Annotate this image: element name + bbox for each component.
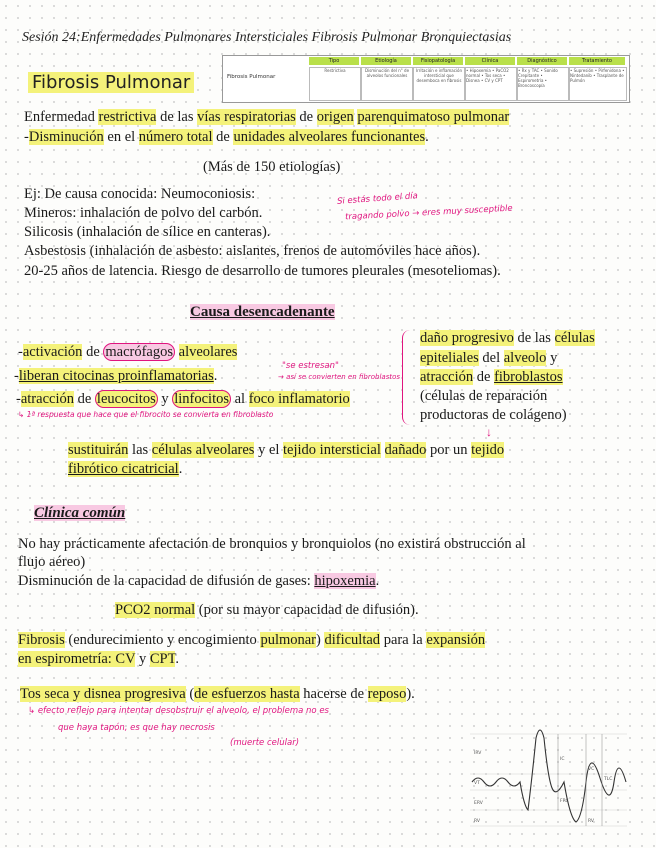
spirogram-label: VT	[474, 781, 480, 786]
text: en el	[103, 129, 139, 145]
table-header: Diagnóstico	[517, 57, 567, 65]
table-header: Clínica	[465, 57, 515, 65]
table-cell: • Rx y TAC • Sonido Crepitante • Espirometría • Broncoscopía	[517, 67, 569, 101]
table-cell: • Hipoxemia • PaCO2 normal • Tos seca • Disnea • CV y CPT	[465, 67, 517, 101]
table-cell: Restrictiva	[309, 67, 361, 101]
highlight: alveolares	[178, 344, 238, 360]
table-cell: Disminución del n° de alveolos funcionales	[361, 67, 413, 101]
session-title: Sesión 24:Enfermedades Pulmonares Intersticiales Fibrosis Pulmonar Bronquiectasias	[22, 30, 512, 45]
highlight: liberan citocinas proinflamatorias	[18, 368, 214, 384]
example-line: Silicosis (inhalación de sílice en canteras).	[24, 224, 271, 240]
text: de	[295, 109, 317, 125]
intro-line-1	[24, 108, 509, 126]
highlight: dañado	[384, 442, 427, 458]
text: de	[473, 369, 495, 385]
example-line: 20-25 años de latencia. Riesgo de desarrollo de tumores pleurales (mesoteliomas).	[24, 263, 501, 279]
page-title-text: Fibrosis Pulmonar	[28, 72, 194, 93]
handwritten-note	[58, 723, 215, 733]
highlight: expansión	[426, 632, 486, 648]
highlight: alveolo	[503, 350, 547, 366]
handwritten-note: ↳ efecto reflejo para intentar desobstruir el alveolo, el problema no es	[28, 706, 329, 716]
clinica-line	[18, 650, 179, 668]
table-header: Etiología	[361, 57, 411, 65]
text: de las	[513, 330, 555, 346]
highlight: sustituirán	[68, 442, 129, 458]
highlight: unidades alveolares funcionantes	[233, 129, 426, 145]
highlight: Disminución	[28, 129, 104, 145]
causa-line-2	[14, 367, 217, 385]
highlight: origen	[316, 109, 354, 125]
table-header: Tipo	[309, 57, 359, 65]
spirogram-label: RV	[588, 819, 594, 824]
clinica-line: No hay prácticamente afectación de bronquios y bronquiolos (no existirá obstrucción al	[18, 536, 526, 552]
page-title	[28, 72, 194, 93]
text: (endurecimiento y encogimiento	[64, 632, 261, 648]
causa-line-3	[16, 390, 350, 408]
causa-right-3	[420, 368, 563, 386]
text: para la	[380, 632, 427, 648]
handwritten-note-text: que haya tapón, es que hay necrosis	[58, 723, 215, 733]
causa-line-1	[18, 343, 237, 361]
highlight: fibrótico cicatricial	[68, 461, 179, 477]
table-row-label: Fibrosis Pulmonar	[227, 74, 276, 80]
text: del	[478, 350, 504, 366]
text: y	[157, 391, 173, 407]
text: .	[213, 368, 218, 384]
clinica-line	[115, 601, 419, 619]
highlight: activación	[22, 344, 83, 360]
text: -	[18, 344, 23, 360]
circled-word: macrófagos	[105, 344, 174, 360]
text: por un	[426, 442, 472, 458]
highlight: pulmonar	[260, 632, 317, 648]
highlight: células alveolares	[151, 442, 255, 458]
causa-right-4: (células de reparación	[420, 388, 548, 404]
highlight: dificultad	[324, 632, 381, 648]
causa-right-5: productoras de colágeno)	[420, 407, 567, 423]
causa-right-2	[420, 349, 557, 367]
spirogram-label: RV	[474, 819, 480, 824]
causa-right-1	[420, 329, 595, 347]
handwritten-note: "se estresan"	[282, 361, 339, 371]
causa-result-1	[68, 441, 504, 459]
text: las	[128, 442, 152, 458]
highlight: tejido intersticial	[283, 442, 381, 458]
clinica-line	[20, 685, 415, 703]
spirogram-label: FRC	[560, 799, 569, 804]
highlight: atracción	[20, 391, 74, 407]
highlight: atracción	[420, 369, 474, 385]
down-arrow-icon: ↓	[486, 425, 492, 439]
handwritten-note: ↳ 1ª respuesta que hace que el fibrocito se convierta en fibroblasto	[18, 410, 274, 419]
highlight: Fibrosis	[18, 632, 65, 648]
highlight: número total	[138, 129, 213, 145]
text: Enfermedad	[24, 109, 99, 125]
text: Disminución de la capacidad de difusión de gases:	[18, 573, 315, 589]
text: al	[231, 391, 249, 407]
text: de	[82, 344, 104, 360]
text: de las	[156, 109, 198, 125]
text: y	[546, 350, 558, 366]
text: y el	[254, 442, 284, 458]
highlight: foco inflamatorio	[248, 391, 350, 407]
highlight: restrictiva	[98, 109, 157, 125]
highlight: hipoxemia	[314, 573, 376, 589]
text: .	[425, 129, 429, 145]
summary-table	[222, 55, 630, 103]
handwritten-note: → así se convierten en fibroblastos	[278, 373, 401, 381]
handwritten-note: (muerte celular)	[230, 738, 300, 748]
text: .	[375, 573, 380, 589]
highlight: PCO2 normal	[115, 602, 196, 618]
text: -	[16, 391, 21, 407]
highlight: epiteliales	[420, 350, 479, 366]
causa-result-2	[68, 460, 182, 478]
clinica-line	[18, 572, 379, 590]
spirogram-label: TLC	[604, 777, 613, 782]
text: )	[316, 632, 325, 648]
spirogram-label: VC	[588, 767, 595, 772]
text: ).	[406, 686, 415, 702]
spirogram-label: IRV	[474, 751, 482, 756]
highlight: CPT	[149, 651, 176, 667]
clinica-line	[18, 631, 485, 649]
highlight: tejido	[471, 442, 505, 458]
handwritten-note: tragando polvo → eres muy susceptible	[344, 203, 513, 223]
spirogram-label: IC	[560, 757, 565, 762]
spirogram-label: ERV	[474, 801, 483, 806]
example-line: Mineros: inhalación de polvo del carbón.	[24, 205, 263, 221]
text: .	[175, 651, 179, 667]
highlight: vías respiratorias	[197, 109, 296, 125]
text: (	[185, 686, 195, 702]
highlight: Tos seca y disnea progresiva	[20, 686, 186, 702]
clinica-line: flujo aéreo)	[18, 554, 86, 570]
circled-word: leucocitos	[96, 391, 156, 407]
spirogram-diagram	[462, 718, 632, 833]
text: (por su mayor capacidad de difusión).	[195, 602, 419, 618]
table-header: Fisiopatología	[413, 57, 463, 65]
section-title-causa	[190, 304, 335, 321]
highlight: fibroblastos	[494, 369, 563, 385]
handwritten-note: Si estás todo el día	[336, 191, 419, 207]
highlight: células	[554, 330, 595, 346]
highlight: de esfuerzos hasta	[194, 686, 300, 702]
table-cell: • Supresión • Pirfenidona • Nintedanib • Trasplante de Pulmón	[569, 67, 627, 101]
text: -	[24, 129, 29, 145]
section-title-clinica	[34, 505, 125, 522]
highlight: parenquimatoso pulmonar	[357, 109, 510, 125]
example-line: Asbestosis (inhalación de asbesto: aislantes, frenos de automóviles hace años).	[24, 243, 481, 259]
table-header: Tratamiento	[569, 57, 625, 65]
text: -	[14, 368, 19, 384]
highlight: daño progresivo	[420, 330, 514, 346]
example-line: Ej: De causa conocida: Neumoconiosis:	[24, 186, 256, 202]
text: de	[73, 391, 95, 407]
section-title-text: Clínica común	[34, 505, 126, 521]
text: de	[212, 129, 234, 145]
intro-line-2	[24, 128, 429, 146]
etiologias: (Más de 150 etiologías)	[203, 159, 341, 175]
text: y	[135, 651, 150, 667]
table-cell: Irritación e inflamación intersticial que desemboca en fibrosis	[413, 67, 465, 101]
bracket	[402, 330, 413, 425]
circled-word: linfocitos	[174, 391, 229, 407]
section-title-text: Causa desencadenante	[190, 304, 335, 320]
highlight: reposo	[367, 686, 407, 702]
text: hacerse de	[299, 686, 368, 702]
text: .	[178, 461, 183, 477]
text	[381, 442, 385, 458]
highlight: en espirometría: CV	[18, 651, 136, 667]
